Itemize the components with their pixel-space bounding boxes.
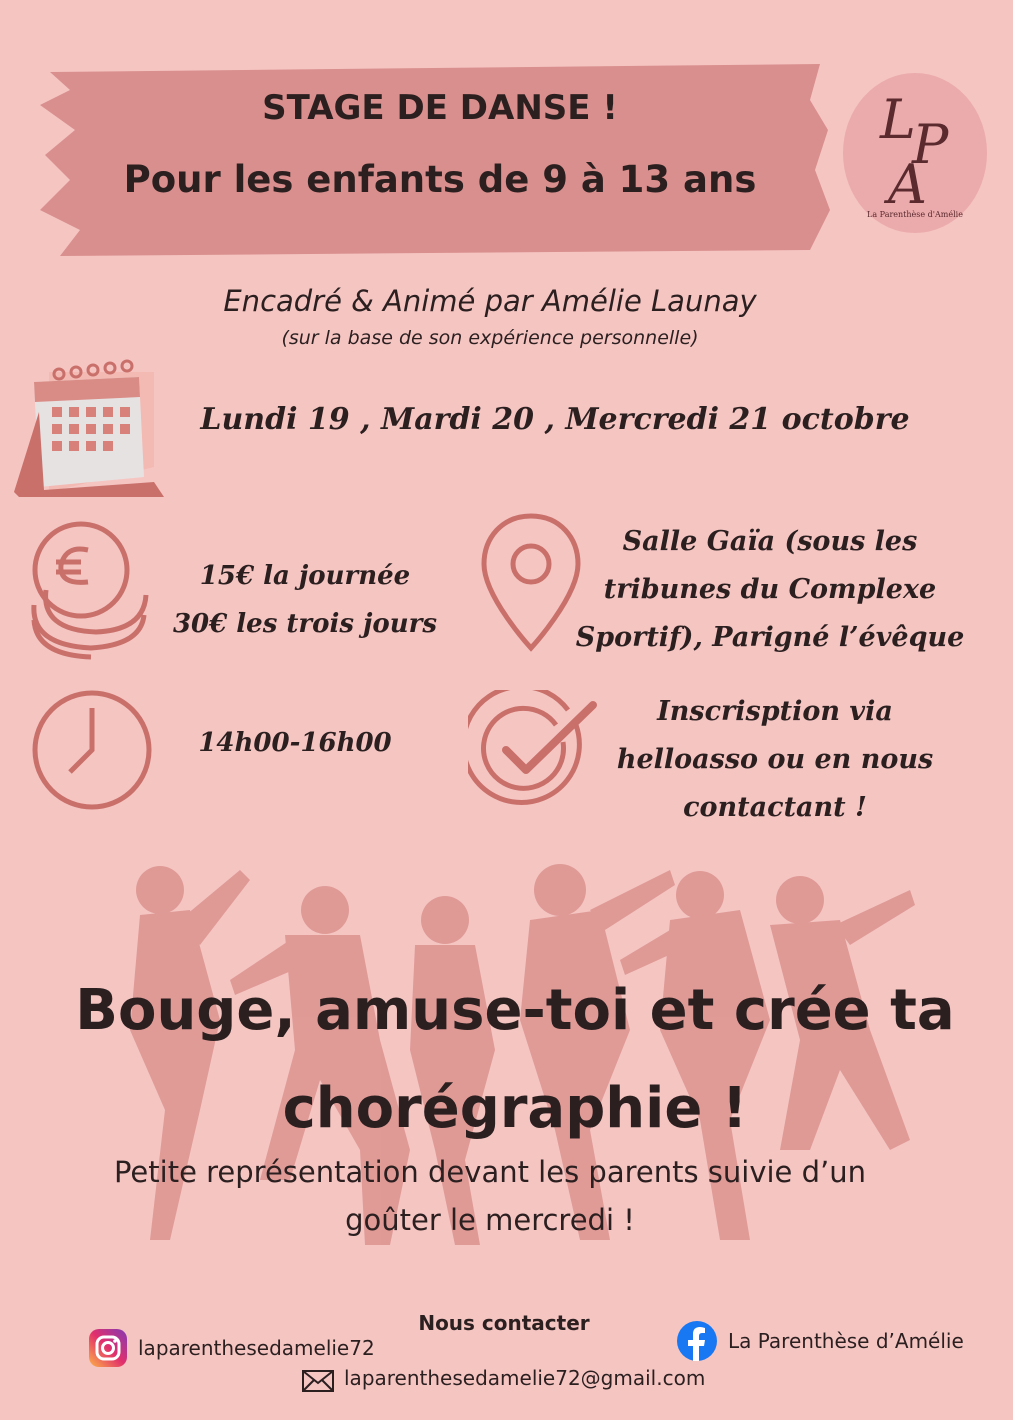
- svg-text:A: A: [888, 153, 927, 216]
- hours: 14h00-16h00: [198, 728, 392, 758]
- svg-text:L: L: [880, 88, 916, 151]
- tagline-line2: chorégraphie !: [282, 1076, 748, 1141]
- banner-title: STAGE DE DANSE !: [262, 88, 618, 128]
- contact-title: Nous contacter: [418, 1311, 590, 1335]
- lpa-logo: [840, 68, 990, 238]
- dates: Lundi 19 , Mardi 20 , Mercredi 21 octobre: [200, 402, 910, 437]
- signup-line2: helloasso ou en nous: [616, 744, 934, 775]
- euro-coins-icon: [26, 520, 151, 660]
- facebook-page[interactable]: La Parenthèse d’Amélie: [728, 1329, 964, 1353]
- subtitle: Encadré & Animé par Amélie Launay: [223, 284, 757, 318]
- tagline: [40, 962, 990, 1158]
- signup-info: [590, 688, 960, 832]
- calendar-icon: [14, 352, 164, 497]
- instagram-handle[interactable]: laparenthesedamelie72: [138, 1336, 375, 1360]
- clock-icon: [30, 688, 154, 812]
- signup-line3: contactant !: [683, 792, 867, 823]
- email-address[interactable]: laparenthesedamelie72@gmail.com: [344, 1366, 706, 1390]
- venue-line2: tribunes du Complexe: [603, 574, 937, 605]
- signup-line1: Inscrisption via: [657, 696, 893, 727]
- logo-caption: La Parenthèse d'Amélie: [867, 210, 963, 219]
- tagline-line1: Bouge, amuse-toi et crée ta: [75, 978, 955, 1043]
- venue-line3: Sportif), Parigné l’évêque: [575, 622, 965, 653]
- banner-subtitle: Pour les enfants de 9 à 13 ans: [123, 158, 757, 201]
- performance-note: [30, 1148, 950, 1244]
- subtitle-note: (sur la base de son expérience personnelle): [281, 327, 699, 349]
- price-three-days: 30€ les trois jours: [172, 609, 438, 639]
- price-info: [150, 552, 460, 648]
- performance-line1: Petite représentation devant les parents suivie d’un: [113, 1155, 867, 1189]
- envelope-icon: [302, 1370, 334, 1392]
- facebook-icon[interactable]: [676, 1320, 718, 1362]
- venue: [560, 518, 980, 662]
- instagram-icon[interactable]: [88, 1328, 128, 1368]
- price-day: 15€ la journée: [199, 561, 411, 591]
- check-circle-icon: [468, 690, 600, 812]
- venue-line1: Salle Gaïa (sous les: [622, 526, 918, 557]
- svg-text:P: P: [912, 113, 949, 176]
- performance-line2: goûter le mercredi !: [345, 1203, 635, 1237]
